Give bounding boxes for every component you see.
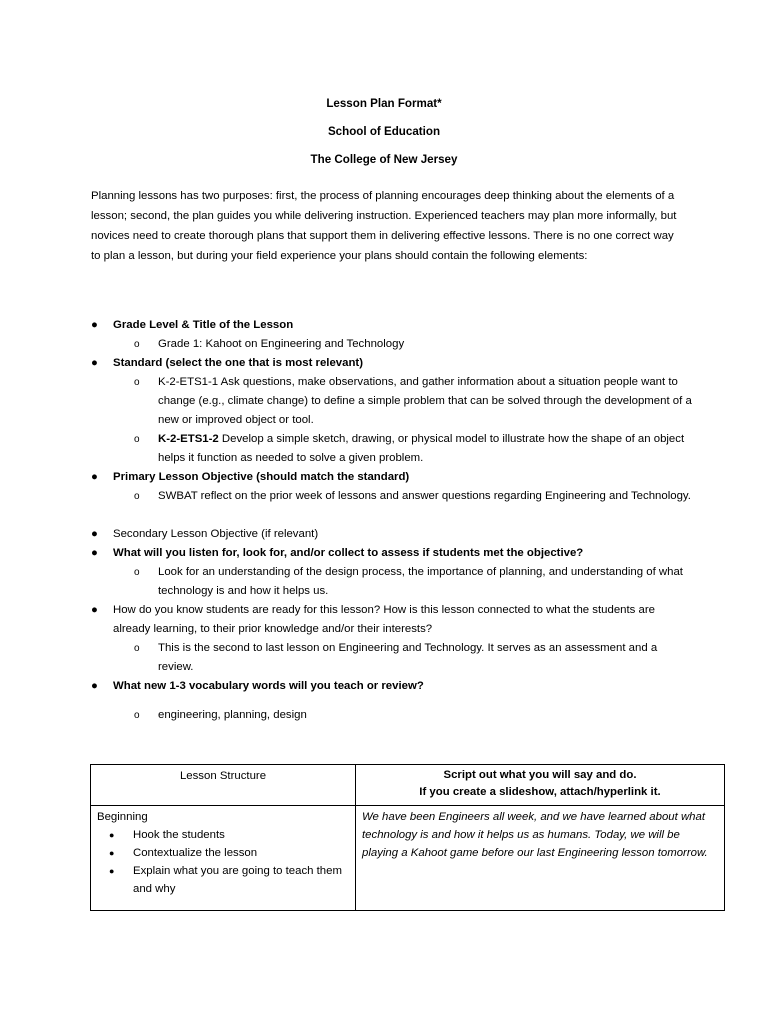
sub-bullet-icon: o	[134, 377, 140, 388]
assessment-label: What will you listen for, look for, and/or collect to assess if students met the objective?	[113, 547, 584, 559]
sub-bullet-icon: o	[134, 491, 140, 502]
bullet-icon: ●	[91, 604, 98, 616]
grade-title-value: Grade 1: Kahoot on Engineering and Technology	[158, 338, 405, 350]
lesson-structure-header: Lesson Structure	[91, 765, 356, 806]
school-name: School of Education	[327, 125, 441, 138]
vocabulary-label: What new 1-3 vocabulary words will you teach or review?	[113, 680, 424, 692]
beginning-script-cell: We have been Engineers all week, and we have learned about what technology is and how it helps us as humans. Today, we will be playing a Kahoot game before our last Engineering lesson tomorrow.	[356, 806, 725, 911]
standard-2-code: K-2-ETS1-2	[158, 433, 219, 445]
standard-1-text: K-2-ETS1-1 Ask questions, make observations, and gather information about a situation people want to change (e.g., climate change) to define a simple problem that can be solved through the development of a new or improved object or tool.	[158, 376, 692, 426]
lesson-structure-table	[90, 764, 725, 911]
list-item: ● Contextualize the lesson	[133, 844, 349, 862]
readiness-label: How do you know students are ready for this lesson? How is this lesson connected to what the students are already learning, to their prior knowledge and/or their interests?	[113, 604, 655, 635]
assessment-value: Look for an understanding of the design process, the importance of planning, and understanding of what technology is and how it helps us.	[158, 566, 683, 597]
college-name: The College of New Jersey	[310, 153, 458, 166]
beginning-cell	[91, 806, 356, 911]
bullet-icon: ●	[91, 319, 98, 331]
primary-objective-value: SWBAT reflect on the prior week of lessons and answer questions regarding Engineering and Technology.	[158, 490, 691, 502]
vocabulary-value: engineering, planning, design	[158, 709, 307, 721]
sub-bullet-icon: o	[134, 339, 140, 350]
doc-title: Lesson Plan Format*	[326, 97, 442, 110]
sub-bullet-icon: o	[134, 567, 140, 578]
intro-paragraph: Planning lessons has two purposes: first, the process of planning encourages deep thinking about the elements of a lesson; second, the plan guides you while delivering instruction. Experienced teachers may plan more informally, but novices need to create thorough plans that support them in delivering effective lessons. There is no one correct way to plan a lesson, but during your field experience your plans should contain the following elements:	[91, 190, 677, 262]
table-header-row	[91, 765, 725, 806]
bullet-icon: ●	[91, 680, 98, 692]
secondary-objective-label: Secondary Lesson Objective (if relevant)	[113, 528, 319, 540]
bullet-icon: ●	[91, 357, 98, 369]
standard-label: Standard (select the one that is most relevant)	[113, 357, 364, 369]
bullet-icon: ●	[91, 547, 98, 559]
readiness-value: This is the second to last lesson on Engineering and Technology. It serves as an assessment and a review.	[158, 642, 658, 673]
standard-2-description: Develop a simple sketch, drawing, or physical model to illustrate how the shape of an object helps it function as needed to solve a given problem.	[158, 433, 685, 464]
table-row	[91, 806, 725, 911]
bullet-icon: ●	[91, 471, 98, 483]
sub-bullet-icon: o	[134, 434, 140, 445]
standard-2-text	[158, 430, 693, 468]
beginning-label: Beginning	[97, 811, 148, 823]
primary-objective-label: Primary Lesson Objective (should match the standard)	[113, 471, 410, 483]
script-header	[356, 765, 725, 806]
sub-bullet-icon: o	[134, 710, 140, 721]
list-item: ● Hook the students	[133, 826, 349, 844]
sub-bullet-icon: o	[134, 643, 140, 654]
script-header-line-2: If you create a slideshow, attach/hyperlink it.	[419, 786, 661, 798]
script-header-line-1: Script out what you will say and do.	[443, 769, 637, 781]
beginning-list	[97, 826, 349, 898]
list-item: ● Explain what you are going to teach them and why	[133, 862, 349, 898]
bullet-icon: ●	[91, 528, 98, 540]
grade-title-label: Grade Level & Title of the Lesson	[113, 319, 294, 331]
